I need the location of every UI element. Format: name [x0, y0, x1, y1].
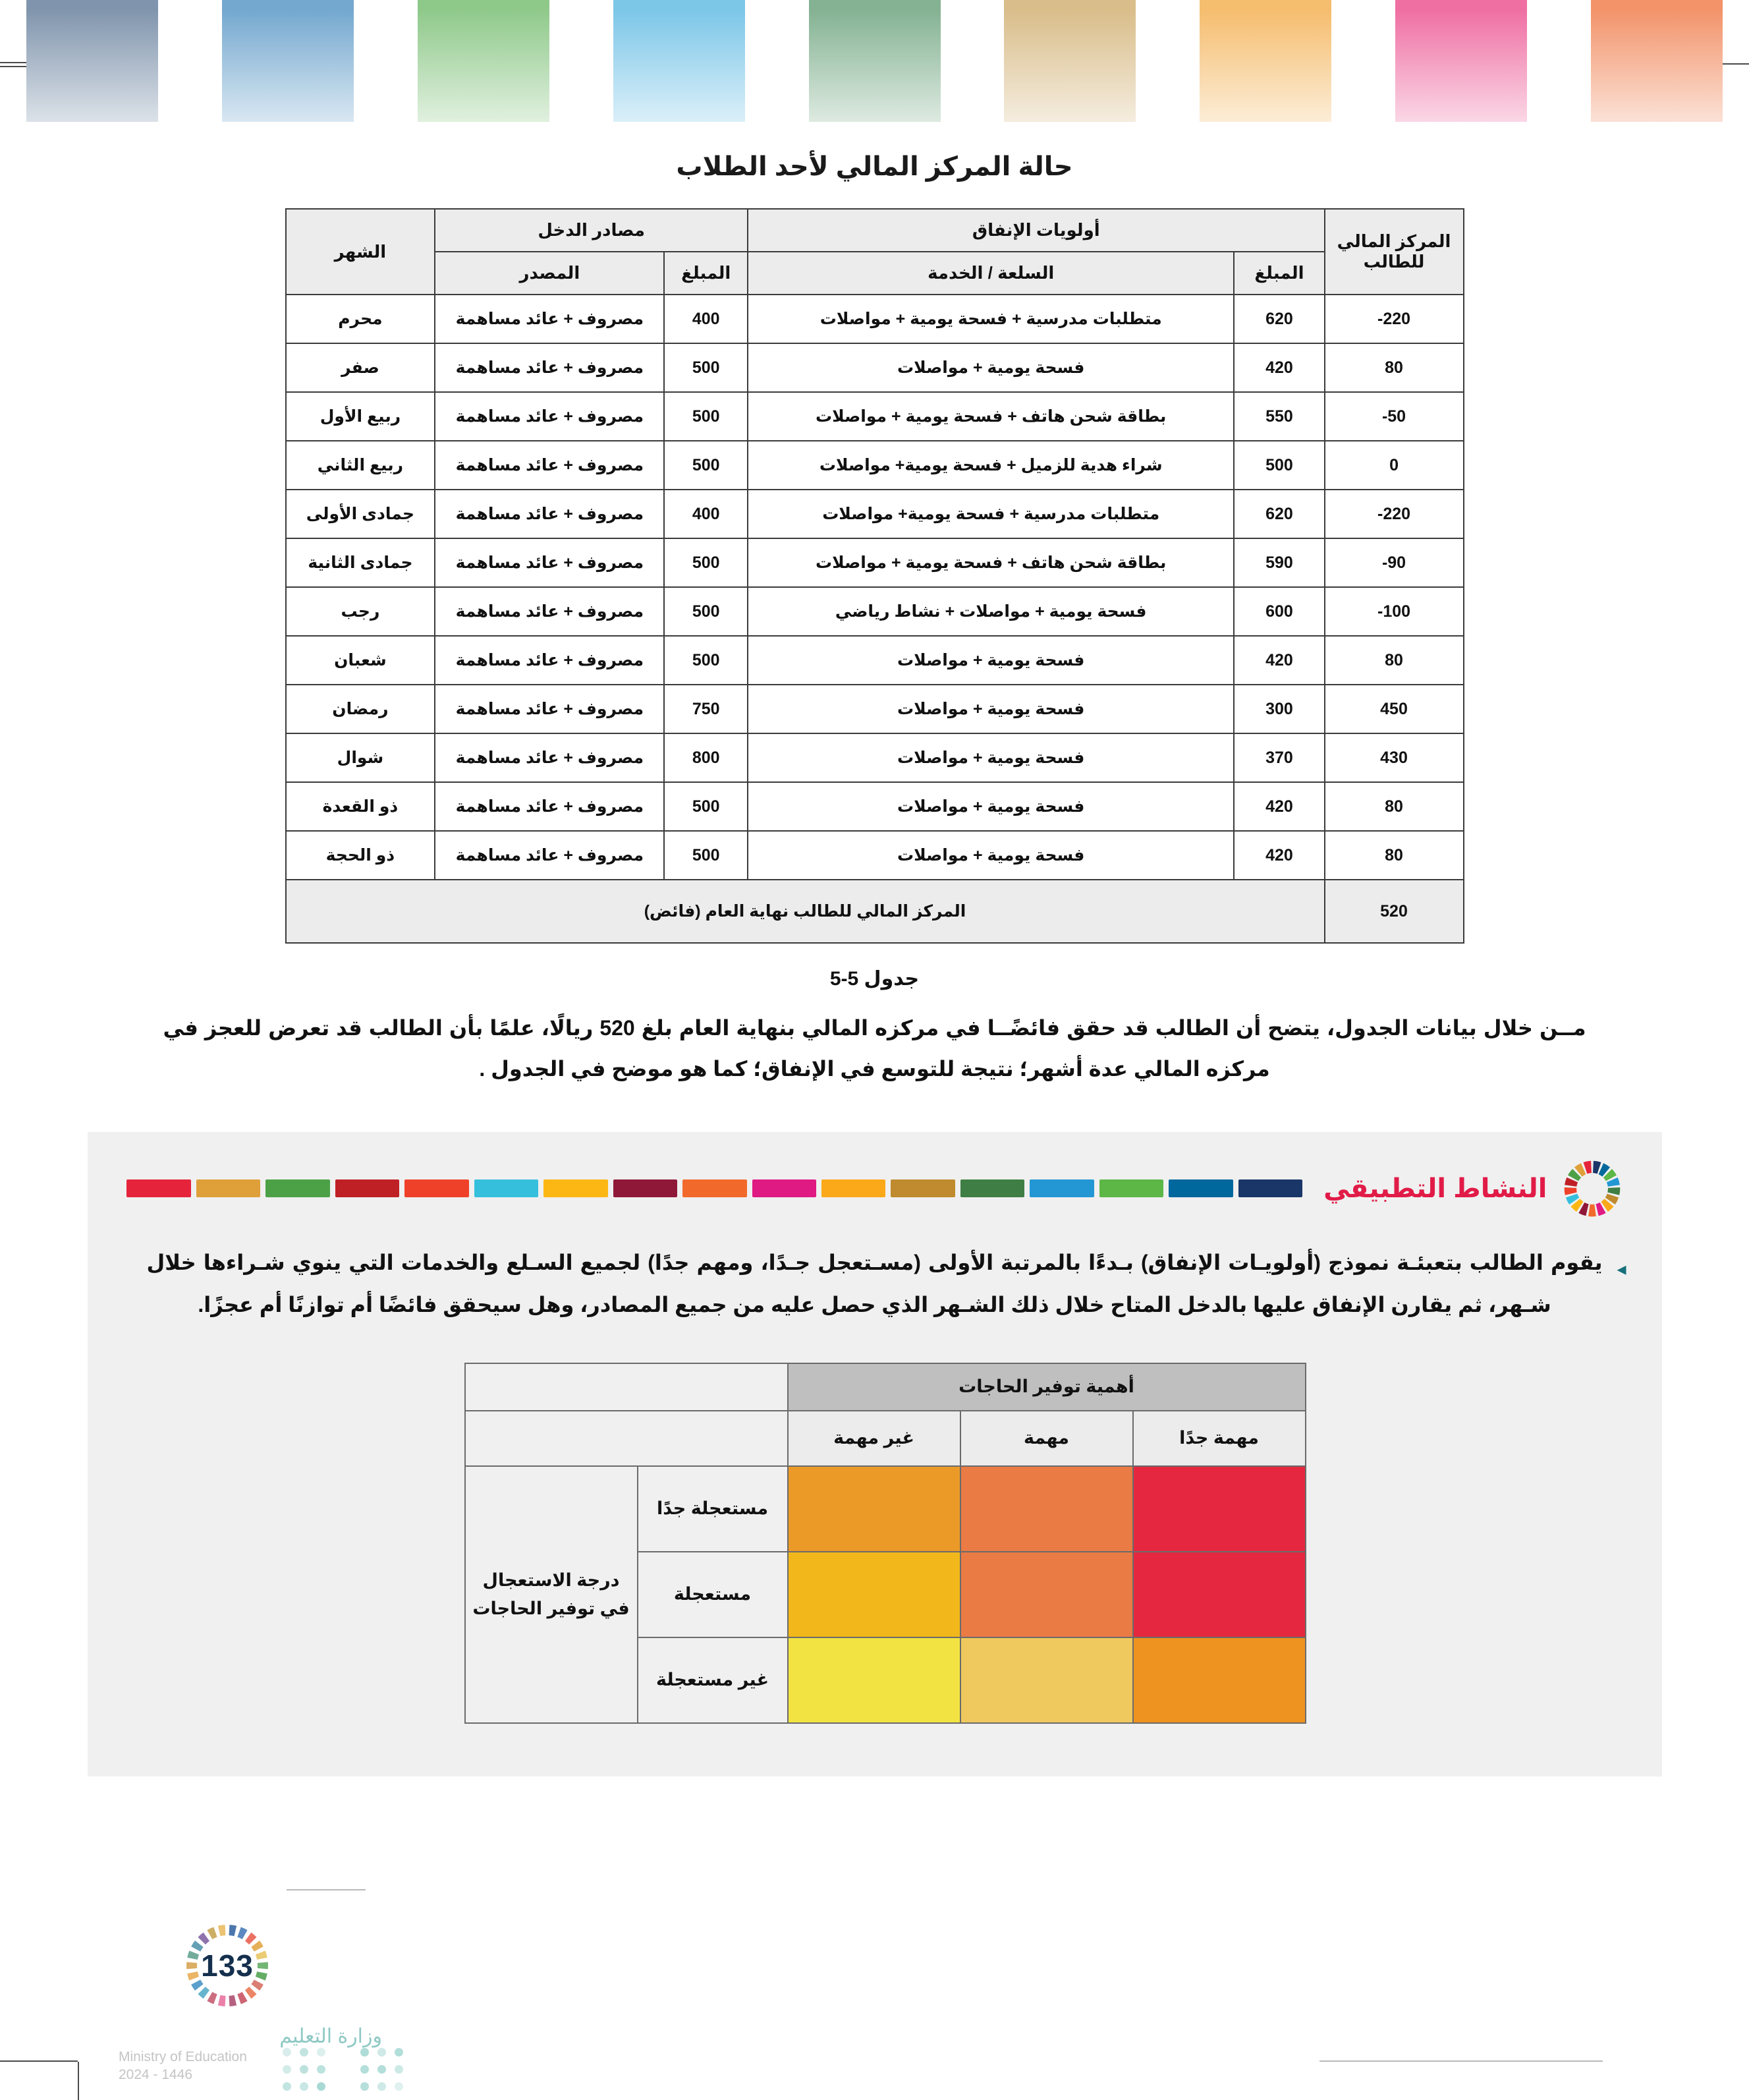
cell-month: صفر	[286, 343, 435, 392]
matrix-cell-r2-c2[interactable]	[960, 1552, 1133, 1637]
cell-month: جمادى الثانية	[286, 538, 435, 587]
cell-spend-service: فسحة يومية + مواصلات	[748, 685, 1234, 733]
matrix-column-label-1: مهمة جدًا	[1133, 1411, 1306, 1466]
cell-month: ربيع الأول	[286, 392, 435, 441]
cell-spend-amount: 420	[1234, 343, 1324, 392]
explanatory-paragraph: مــن خلال بيانات الجدول، يتضح أن الطالب قد حقق فائضًــا في مركزه المالي بنهاية العام بلغ 520 ريالًا، علمًا بأن الطالب قد تعرض للعجز في مركزه المالي عدة أشهر؛ نتيجة للتوسع في الإنفاق؛ كما هو موضح في الجدول .	[163, 1016, 1586, 1081]
cell-spend-amount: 420	[1234, 636, 1324, 685]
table-row	[286, 490, 1464, 538]
cell-income-amount: 500	[664, 831, 748, 880]
cell-financial-position: 80	[1325, 831, 1464, 880]
matrix-row	[465, 1466, 1306, 1552]
bullet-icon: ◂	[1617, 1258, 1626, 1279]
cell-spend-service: متطلبات مدرسية + فسحة يومية + مواصلات	[748, 295, 1234, 343]
cell-income-amount: 500	[664, 343, 748, 392]
matrix-axis-label: درجة الاستعجال في توفير الحاجات	[465, 1466, 638, 1723]
header-financial-position	[1325, 209, 1464, 295]
band-bar-7	[1200, 0, 1331, 122]
cell-income-source: مصروف + عائد مساهمة	[435, 636, 664, 685]
cell-financial-position: 450	[1325, 685, 1464, 733]
footer-rule	[287, 1889, 366, 1890]
cell-month: جمادى الأولى	[286, 490, 435, 538]
cell-income-source: مصروف + عائد مساهمة	[435, 685, 664, 733]
cell-month: ذو الحجة	[286, 831, 435, 880]
sdg-segment-1	[1238, 1179, 1302, 1197]
cell-income-source: مصروف + عائد مساهمة	[435, 831, 664, 880]
cell-spend-service: فسحة يومية + مواصلات	[748, 636, 1234, 685]
activity-instruction-text	[146, 1241, 1626, 1326]
cell-month: محرم	[286, 295, 435, 343]
matrix-cell-r1-c3[interactable]	[788, 1466, 960, 1552]
decorative-dot	[360, 2082, 369, 2091]
band-bar-3	[418, 0, 549, 122]
matrix-row-label-1: مستعجلة جدًا	[638, 1466, 788, 1552]
sdg-segment-3	[1099, 1179, 1163, 1197]
top-decorative-band	[0, 0, 1749, 122]
cell-spend-service: فسحة يومية + مواصلات	[748, 782, 1234, 831]
header-spending-group: أولويات الإنفاق	[748, 209, 1325, 252]
cell-spend-service: بطاقة شحن هاتف + فسحة يومية + مواصلات	[748, 538, 1234, 587]
page-footer	[119, 1875, 487, 2082]
matrix-blank-cell	[465, 1411, 788, 1466]
table-row	[286, 538, 1464, 587]
matrix-column-label-row	[465, 1411, 1306, 1466]
cell-spend-amount: 620	[1234, 490, 1324, 538]
cell-spend-amount: 590	[1234, 538, 1324, 587]
table-head	[286, 209, 1464, 295]
decorative-dot	[317, 2082, 325, 2091]
sdg-segment-11	[543, 1179, 607, 1197]
cell-income-source: مصروف + عائد مساهمة	[435, 343, 664, 392]
sdg-segment-12	[474, 1179, 538, 1197]
matrix-cell-r3-c3[interactable]	[788, 1637, 960, 1723]
activity-title: النشاط التطبيقي	[1323, 1174, 1547, 1203]
table-row	[286, 831, 1464, 880]
cell-income-source: مصروف + عائد مساهمة	[435, 538, 664, 587]
table-row	[286, 636, 1464, 685]
cell-income-source: مصروف + عائد مساهمة	[435, 295, 664, 343]
table-row	[286, 295, 1464, 343]
matrix-importance-header: أهمية توفير الحاجات	[788, 1363, 1306, 1411]
band-bar-1	[26, 0, 158, 122]
page-number: 133	[201, 1948, 254, 1983]
cell-financial-position: 50-	[1325, 392, 1464, 441]
decorative-dot	[395, 2082, 403, 2091]
page-number-badge	[168, 1906, 287, 2025]
band-bar-4	[613, 0, 745, 122]
cell-income-source: مصروف + عائد مساهمة	[435, 587, 664, 636]
sdg-color-strip	[127, 1179, 1303, 1197]
table-caption: جدول 5-5	[829, 968, 920, 990]
cell-spend-service: متطلبات مدرسية + فسحة يومية+ مواصلات	[748, 490, 1234, 538]
financial-position-table	[285, 208, 1464, 944]
priority-matrix-table	[464, 1363, 1306, 1724]
cell-financial-position: 220-	[1325, 490, 1464, 538]
cell-financial-position: 80	[1325, 636, 1464, 685]
sdg-segment-13	[404, 1179, 468, 1197]
cell-spend-amount: 420	[1234, 782, 1324, 831]
cell-financial-position: 430	[1325, 733, 1464, 782]
sdg-segment-6	[891, 1179, 955, 1197]
sdg-segment-16	[196, 1179, 260, 1197]
matrix-cell-r2-c3[interactable]	[788, 1552, 960, 1637]
sdg-segment-14	[335, 1179, 399, 1197]
cell-income-source: مصروف + عائد مساهمة	[435, 441, 664, 490]
table-row	[286, 343, 1464, 392]
cell-spend-service: فسحة يومية + مواصلات	[748, 343, 1234, 392]
matrix-row-label-3: غير مستعجلة	[638, 1637, 788, 1723]
cell-income-amount: 800	[664, 733, 748, 782]
cell-income-source: مصروف + عائد مساهمة	[435, 733, 664, 782]
table-row	[286, 441, 1464, 490]
header-position-line2: للطالب	[1363, 252, 1425, 271]
cell-income-source: مصروف + عائد مساهمة	[435, 392, 664, 441]
summary-value: 520	[1325, 880, 1464, 943]
bottom-corner-rule-vertical	[78, 2062, 79, 2100]
cell-month: رمضان	[286, 685, 435, 733]
cell-spend-service: شراء هدية للزميل + فسحة يومية+ مواصلات	[748, 441, 1234, 490]
cell-income-amount: 500	[664, 392, 748, 441]
table-row	[286, 392, 1464, 441]
matrix-blank-cell	[465, 1363, 788, 1411]
table-foot	[286, 880, 1464, 943]
table-row	[286, 587, 1464, 636]
decorative-dot	[395, 2065, 403, 2074]
cell-financial-position: 80	[1325, 782, 1464, 831]
matrix-cell-r1-c1[interactable]	[1133, 1466, 1306, 1552]
cell-spend-amount: 500	[1234, 441, 1324, 490]
summary-label: المركز المالي للطالب نهاية العام (فائض)	[286, 880, 1325, 943]
cell-income-amount: 400	[664, 490, 748, 538]
cell-financial-position: 100-	[1325, 587, 1464, 636]
matrix-column-label-3: غير مهمة	[788, 1411, 960, 1466]
table-header-row-2	[286, 252, 1464, 295]
cell-income-amount: 400	[664, 295, 748, 343]
page-content	[0, 152, 1749, 1776]
ministry-name-english: Ministry of Education	[119, 2049, 247, 2064]
bottom-corner-rule-horizontal	[0, 2060, 78, 2062]
decorative-dot	[300, 2082, 308, 2091]
cell-spend-service: فسحة يومية + مواصلات	[748, 831, 1234, 880]
cell-income-amount: 500	[664, 636, 748, 685]
decorative-dot	[377, 2082, 386, 2091]
band-bar-5	[809, 0, 941, 122]
cell-financial-position: 0	[1325, 441, 1464, 490]
header-income-amount: المبلغ	[664, 252, 748, 295]
header-spend-service: السلعة / الخدمة	[748, 252, 1234, 295]
activity-body-text: يقوم الطالب بتعبئـة نموذج (أولويـات الإنفاق) بـدءًا بالمرتبة الأولى (مسـتعجل جـدًا، ومهم جدًا) لجميع السـلع والخدمات التي ينوي شـراءها خلال شـهر، ثم يقارن الإنفاق عليها بالدخل المتاح خلال ذلك الشـهر الذي حصل عليه من جميع المصادر، وهل سيحقق فائضًا أم توازنًا أم عجزًا.	[146, 1250, 1603, 1317]
sdg-segment-5	[960, 1179, 1024, 1197]
cell-income-amount: 500	[664, 441, 748, 490]
activity-header	[127, 1158, 1623, 1219]
matrix-cell-r2-c1[interactable]	[1133, 1552, 1306, 1637]
cell-spend-service: بطاقة شحن هاتف + فسحة يومية + مواصلات	[748, 392, 1234, 441]
cell-month: رجب	[286, 587, 435, 636]
cell-income-amount: 500	[664, 538, 748, 587]
bottom-rule-right	[1319, 2060, 1603, 2062]
sdg-segment-4	[1030, 1179, 1094, 1197]
cell-spend-amount: 600	[1234, 587, 1324, 636]
sdg-segment-8	[752, 1179, 816, 1197]
applied-activity-section	[88, 1132, 1662, 1776]
band-bar-9	[1591, 0, 1723, 122]
matrix-column-label-2: مهمة	[960, 1411, 1133, 1466]
header-income-group: مصادر الدخل	[435, 209, 748, 252]
matrix-row-label-2: مستعجلة	[638, 1552, 788, 1637]
cell-month: شوال	[286, 733, 435, 782]
sdg-segment-15	[265, 1179, 329, 1197]
matrix-top-header-row	[465, 1363, 1306, 1411]
cell-spend-amount: 370	[1234, 733, 1324, 782]
sdg-segment-10	[613, 1179, 677, 1197]
cell-income-amount: 750	[664, 685, 748, 733]
cell-month: شعبان	[286, 636, 435, 685]
cell-spend-amount: 620	[1234, 295, 1324, 343]
cell-spend-service: فسحة يومية + مواصلات	[748, 733, 1234, 782]
cell-financial-position: 80	[1325, 343, 1464, 392]
cell-income-source: مصروف + عائد مساهمة	[435, 490, 664, 538]
matrix-cell-r3-c2[interactable]	[960, 1637, 1133, 1723]
cell-month: ربيع الثاني	[286, 441, 435, 490]
ministry-name-arabic: وزارة التعليم	[279, 2026, 382, 2047]
cell-spend-amount: 420	[1234, 831, 1324, 880]
header-income-source: المصدر	[435, 252, 664, 295]
cell-financial-position: 220-	[1325, 295, 1464, 343]
cell-spend-service: فسحة يومية + مواصلات + نشاط رياضي	[748, 587, 1234, 636]
header-position-line1: المركز المالي	[1337, 231, 1451, 251]
band-bar-6	[1004, 0, 1136, 122]
table-title: حالة المركز المالي لأحد الطلاب	[676, 152, 1073, 181]
table-row	[286, 733, 1464, 782]
header-spend-amount: المبلغ	[1234, 252, 1324, 295]
matrix-body	[465, 1363, 1306, 1723]
ministry-identity	[119, 2025, 382, 2083]
cell-month: ذو القعدة	[286, 782, 435, 831]
decorative-dot	[395, 2048, 403, 2057]
band-bar-8	[1395, 0, 1527, 122]
priority-matrix-container	[443, 1363, 1306, 1724]
matrix-cell-r1-c2[interactable]	[960, 1466, 1133, 1552]
table-body	[286, 295, 1464, 880]
ministry-years: 2024 - 1446	[119, 2067, 193, 2082]
financial-table-container	[285, 208, 1464, 944]
cell-income-source: مصروف + عائد مساهمة	[435, 782, 664, 831]
cell-spend-amount: 300	[1234, 685, 1324, 733]
sdg-segment-17	[126, 1179, 190, 1197]
cell-income-amount: 500	[664, 587, 748, 636]
sdg-segment-7	[821, 1179, 885, 1197]
cell-income-amount: 500	[664, 782, 748, 831]
table-row	[286, 685, 1464, 733]
cell-financial-position: 90-	[1325, 538, 1464, 587]
sdg-color-wheel-icon	[1562, 1158, 1623, 1219]
summary-row	[286, 880, 1464, 943]
table-row	[286, 782, 1464, 831]
sdg-segment-2	[1169, 1179, 1233, 1197]
table-header-row-1	[286, 209, 1464, 252]
sdg-segment-9	[682, 1179, 746, 1197]
header-month: الشهر	[286, 209, 435, 295]
cell-spend-amount: 550	[1234, 392, 1324, 441]
band-bar-2	[222, 0, 354, 122]
matrix-cell-r3-c1[interactable]	[1133, 1637, 1306, 1723]
decorative-dot	[283, 2082, 291, 2091]
